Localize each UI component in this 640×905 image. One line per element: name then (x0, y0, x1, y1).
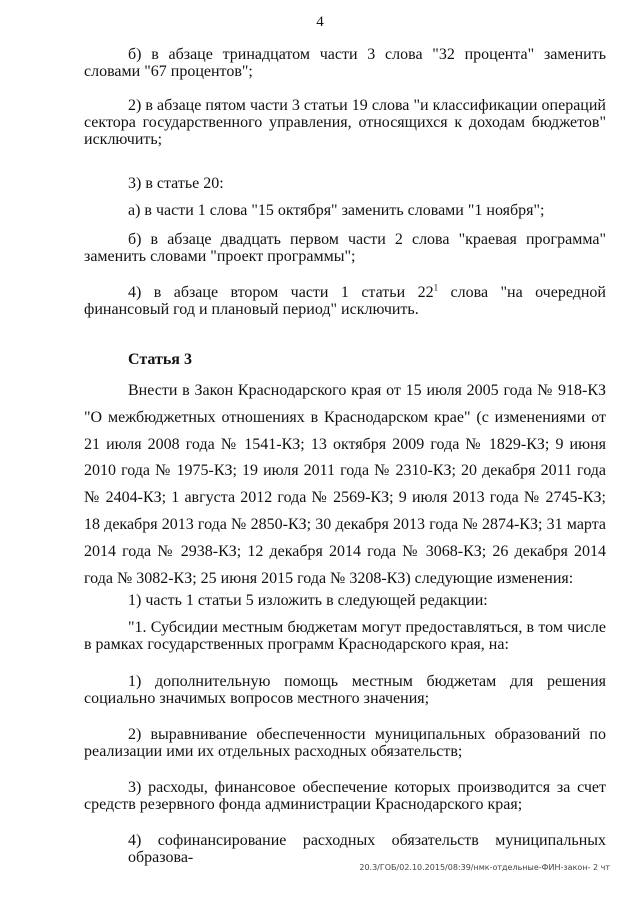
article-intro: Внести в Закон Краснодарского края от 15 июля 2005 года № 918-КЗ "О межбюджетных отношениях в Краснодарском крае" (с изменениями от 21 июля 2008 года № 1541-КЗ; 13 октября 2009 года № 1829-КЗ; 9 июня 2010 года № 1975-КЗ; 19 июля 2011 года № 2310-КЗ; 20 декабря 2011 года № 2404-КЗ; 1 августа 2012 года № 2569-КЗ; 9 июля 2013 года № 2745-КЗ; 18 декабря 2013 года № 2850-КЗ; 30 декабря 2013 года № 2874-КЗ; 31 марта 2014 года № 2938-КЗ; 12 декабря 2014 года № 3068-КЗ; 26 декабря 2014 года № 3082-КЗ; 25 июня 2015 года № 3208-КЗ) следующие изменения: (84, 382, 606, 587)
paragraph: 3) в статье 20: (128, 175, 224, 192)
list-item: 1) часть 1 статьи 5 изложить в следующей редакции: (128, 592, 488, 609)
article-heading: Статья 3 (128, 351, 192, 368)
paragraph: б) в абзаце тринадцатом части 3 слова "32 процента" заменить словами "67 процентов"; (84, 46, 606, 80)
paragraph: а) в части 1 слова "15 октября" заменить словами "1 ноября"; (128, 202, 545, 219)
page-number: 4 (316, 14, 324, 30)
paragraph: 2) в абзаце пятом части 3 статьи 19 слова "и классификации операций сектора государственного управления, относящихся к доходам бюджетов" исключить; (84, 97, 606, 148)
superscript: 1 (433, 282, 439, 293)
sub-item: 3) расходы, финансовое обеспечение которых производится за счет средств резервного фонда администрации Краснодарского края; (84, 779, 606, 813)
footer-code: 20.3/ГОБ/02.10.2015/08:39/нмк-отдельные-ФИН-закон- 2 чт (359, 863, 610, 872)
paragraph (84, 284, 606, 318)
sub-item: 2) выравнивание обеспеченности муниципальных образований по реализации ими их отдельных расходных обязательств; (84, 726, 606, 760)
text-part: 4) в абзаце втором части 1 статьи 22 (128, 284, 434, 301)
sub-item: 4) софинансирование расходных обязательств муниципальных образова- (128, 832, 606, 866)
text-part: слова "на очередной финансовый год и плановый период" исключить. (84, 284, 606, 318)
quote-paragraph: "1. Субсидии местным бюджетам могут предоставляться, в том числе в рамках государственных программ Краснодарского края, на: (84, 619, 606, 653)
sub-item: 1) дополнительную помощь местным бюджетам для решения социально значимых вопросов местного значения; (84, 673, 606, 707)
paragraph: б) в абзаце двадцать первом части 2 слова "краевая программа" заменить словами "проект программы"; (84, 231, 606, 265)
